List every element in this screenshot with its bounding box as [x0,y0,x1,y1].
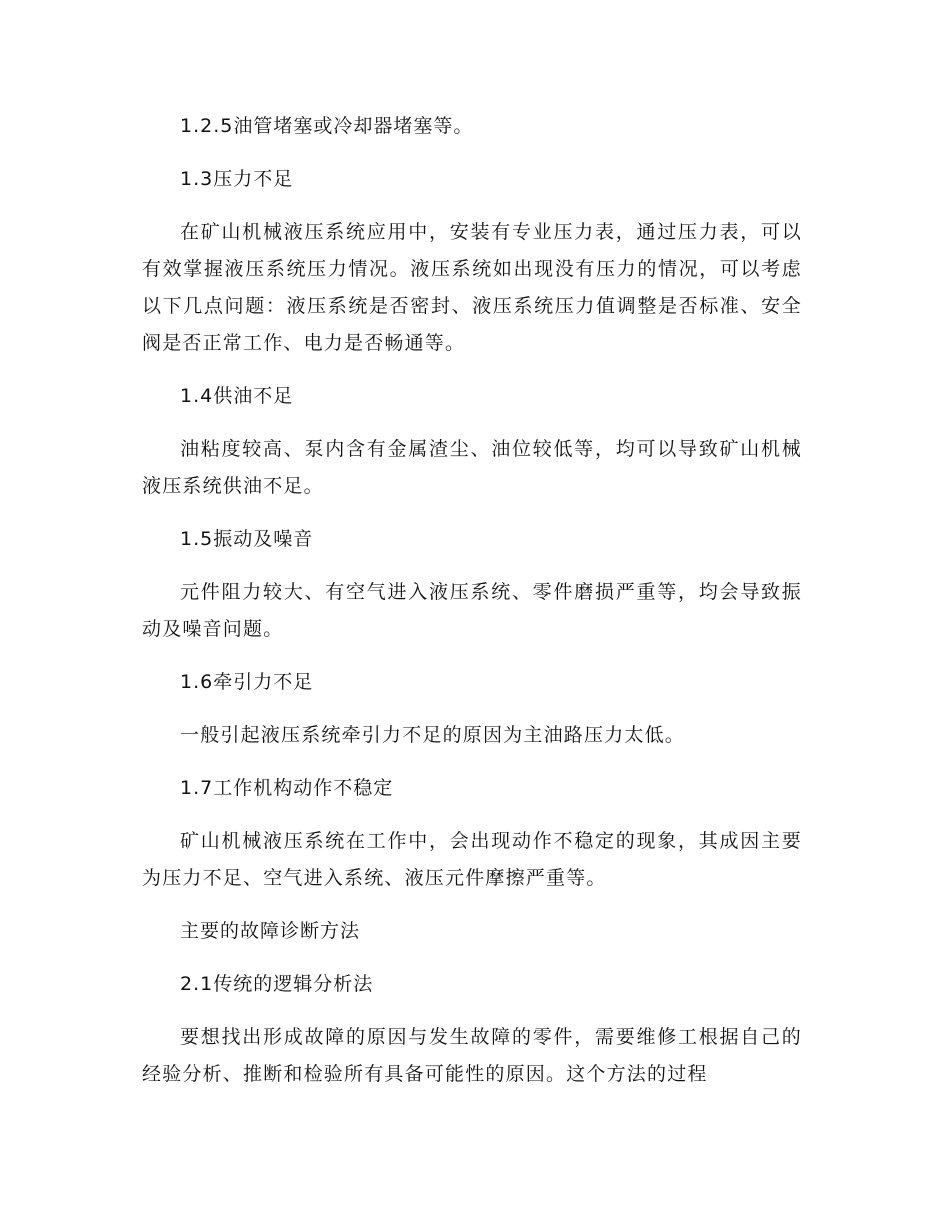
paragraph-traction: 一般引起液压系统牵引力不足的原因为主油路压力太低。 [180,724,686,746]
section-heading-diagnosis: 主要的故障诊断方法 [180,920,361,942]
paragraph-pressure: 在矿山机械液压系统应用中，安装有专业压力表，通过压力表，可以有效掌握液压系统压力情况。液压系统如出现没有压力的情况，可以考虑以下几点问题：液压系统是否密封、液压系统压力值调整是否标准、安全阀是否正常工作、电力是否畅通等。 [142,221,802,354]
paragraph-instability: 矿山机械液压系统在工作中，会出现动作不稳定的现象，其成因主要为压力不足、空气进入系统、液压元件摩擦严重等。 [142,830,802,889]
section-heading-1-4: 1.4供油不足 [180,385,294,407]
paragraph-oil-supply: 油粘度较高、泵内含有金属渣尘、油位较低等，均可以导致矿山机械液压系统供油不足。 [142,438,802,497]
paragraph-logic-analysis: 要想找出形成故障的原因与发生故障的零件，需要维修工根据自己的经验分析、推断和检验所有具备可能性的原因。这个方法的过程 [142,1026,802,1085]
paragraph-item-1-2-5: 1.2.5油管堵塞或冷却器堵塞等。 [180,115,474,137]
section-heading-2-1: 2.1传统的逻辑分析法 [180,973,374,995]
section-heading-1-7: 1.7工作机构动作不稳定 [180,777,394,799]
section-heading-1-6: 1.6牵引力不足 [180,671,314,693]
section-heading-1-5: 1.5振动及噪音 [180,528,314,550]
section-heading-1-3: 1.3压力不足 [180,168,294,190]
document-body [142,108,802,1109]
paragraph-vibration: 元件阻力较大、有空气进入液压系统、零件磨损严重等，均会导致振动及噪音问题。 [142,581,802,640]
